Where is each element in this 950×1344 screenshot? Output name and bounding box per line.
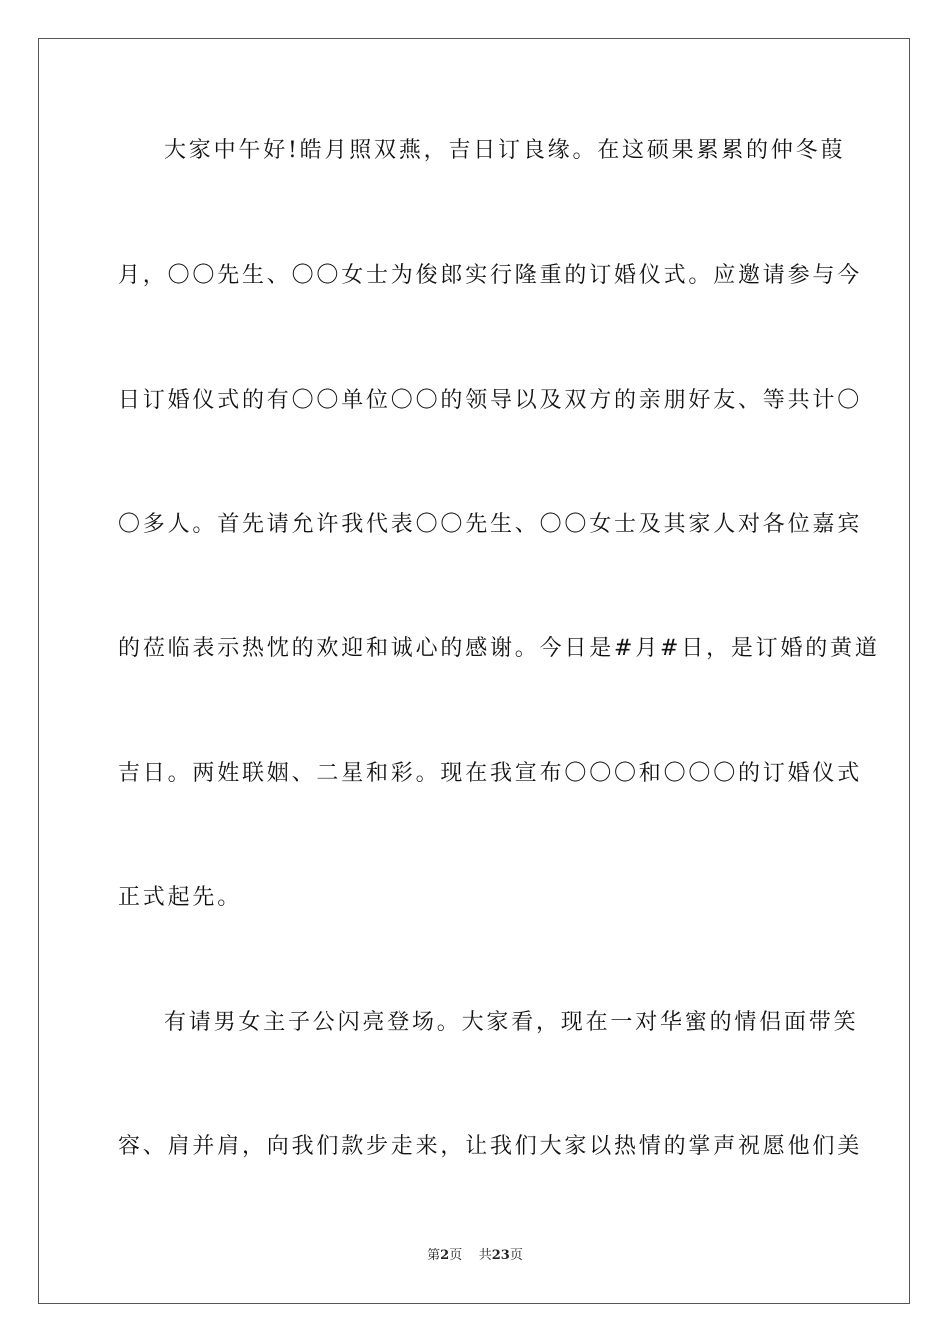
paragraph-1-line-6: 吉日。两姓联姻、二星和彩。现在我宣布〇〇〇和〇〇〇的订婚仪式 [118,761,863,786]
paragraph-2-line-2: 容、肩并肩，向我们款步走来，让我们大家以热情的掌声祝愿他们美 [118,1134,863,1159]
page-border [38,38,910,1304]
paragraph-1-line-5: 的莅临表示热忱的欢迎和诚心的感谢。今日是#月#日，是订婚的黄道 [118,636,880,661]
paragraph-1-line-7: 正式起先。 [118,885,243,910]
page-number: 2 [440,1248,450,1263]
paragraph-1-line-3: 日订婚仪式的有〇〇单位〇〇的领导以及双方的亲朋好友、等共计〇 [118,388,863,413]
paragraph-1-line-1: 大家中午好!皓月照双燕，吉日订良缘。在这硕果累累的仲冬葭 [164,138,846,163]
total-prefix: 共 [478,1248,492,1263]
total-suffix: 页 [509,1248,523,1263]
paragraph-1-line-4: 〇多人。首先请允许我代表〇〇先生、〇〇女士及其家人对各位嘉宾 [118,512,863,537]
paragraph-1-line-2: 月，〇〇先生、〇〇女士为俊郎实行隆重的订婚仪式。应邀请参与今 [118,263,863,288]
page-prefix: 第 [427,1248,441,1263]
page-footer [0,1247,950,1265]
page-suffix: 页 [449,1248,463,1263]
paragraph-2-line-1: 有请男女主子公闪亮登场。大家看，现在一对华蜜的情侣面带笑 [164,1010,859,1035]
total-pages: 23 [491,1248,510,1263]
